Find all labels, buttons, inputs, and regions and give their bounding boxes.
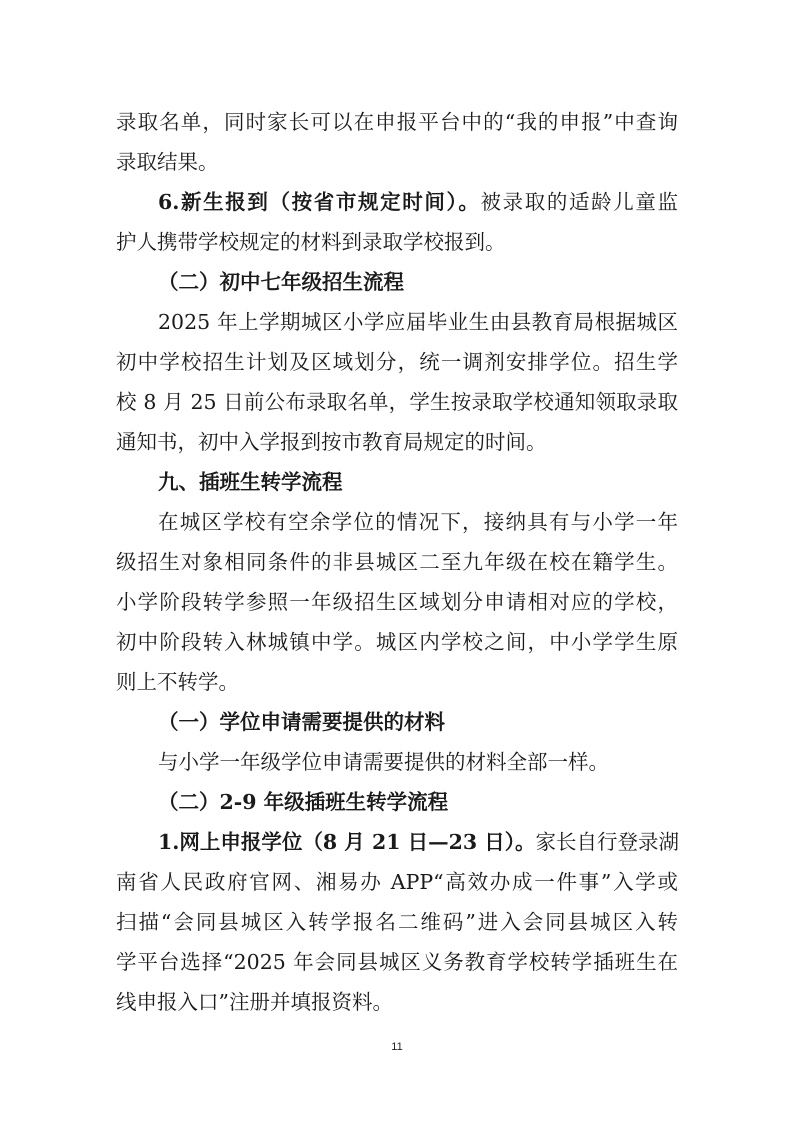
body-line: 级招生对象相同条件的非县城区二至九年级在校在籍学生。 (116, 550, 678, 574)
section-heading-transfer-process: 九、插班生转学流程 (158, 470, 343, 494)
body-line: 在城区学校有空余学位的情况下，接纳具有与小学一年 (158, 510, 678, 534)
body-line: 通知书，初中入学报到按市教育局规定的时间。 (116, 430, 547, 454)
body-line: 校 8 月 25 日前公布录取名单，学生按录取学校通知领取录取 (116, 390, 678, 414)
body-line-with-lead (116, 822, 678, 862)
document-body (116, 102, 678, 1022)
body-line: 录取名单，同时家长可以在申报平台中的“我的申报”中查询 (116, 110, 678, 134)
section-heading-required-materials: （一）学位申请需要提供的材料 (158, 710, 445, 734)
body-line: 扫描“会同县城区入转学报名二维码”进入会同县城区入转 (116, 910, 678, 934)
section-heading-grade-transfer-process: （二）2-9 年级插班生转学流程 (158, 790, 449, 814)
body-line: 线申报入口”注册并填报资料。 (116, 990, 393, 1014)
body-line: 初中阶段转入林城镇中学。城区内学校之间，中小学学生原 (116, 630, 678, 654)
section-heading-junior-enrollment: （二）初中七年级招生流程 (158, 270, 404, 294)
body-line: 与小学一年级学位申请需要提供的材料全部一样。 (158, 750, 609, 774)
body-line: 护人携带学校规定的材料到录取学校报到。 (116, 230, 506, 254)
body-line-with-lead (116, 182, 678, 222)
body-line: 则上不转学。 (116, 670, 239, 694)
body-line: 学平台选择“2025 年会同县城区义务教育学校转学插班生在 (116, 950, 678, 974)
body-line: 小学阶段转学参照一年级招生区域划分申请相对应的学校， (116, 590, 678, 614)
body-line: 初中学校招生计划及区域划分，统一调剂安排学位。招生学 (116, 350, 678, 374)
body-text: 被录取的适龄儿童监 (480, 190, 679, 214)
page-number: 11 (391, 1041, 403, 1053)
body-line: 录取结果。 (116, 150, 219, 174)
body-line: 2025 年上学期城区小学应届毕业生由县教育局根据城区 (158, 310, 678, 334)
body-text: 家长自行登录湖 (535, 830, 680, 854)
body-line: 南省人民政府官网、湘易办 APP“高效办成一件事”入学或 (116, 870, 678, 894)
item-lead-online-application: 1.网上申报学位（8 月 21 日—23 日）。 (158, 830, 536, 854)
item-lead-new-student-report: 6.新生报到（按省市规定时间）。 (158, 190, 481, 214)
